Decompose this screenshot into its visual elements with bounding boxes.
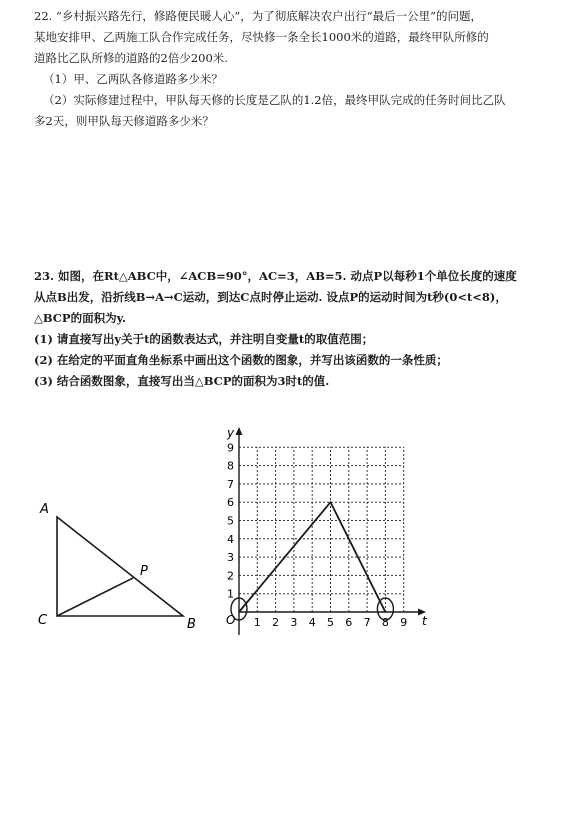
x-tick-label: 7 xyxy=(363,616,371,629)
x-tick-label: 6 xyxy=(345,616,353,629)
x-tick-label: 5 xyxy=(327,616,334,629)
y-tick-label: 1 xyxy=(227,587,234,601)
q22-line-4: （1）甲、乙两队各修道路多少米？ xyxy=(43,72,223,86)
x-axis-label: t xyxy=(422,614,427,628)
label-a: A xyxy=(40,502,49,517)
label-c: C xyxy=(38,613,48,628)
y-tick-label: 6 xyxy=(227,496,234,510)
label-p: P xyxy=(140,564,148,579)
y-tick-label: 5 xyxy=(227,514,234,528)
y-axis-label: y xyxy=(227,426,235,440)
triangle-abc xyxy=(57,517,183,616)
q23-line-5: (2) 在给定的平面直角坐标系中画出这个函数的图象，并写出该函数的一条性质； xyxy=(34,353,448,367)
x-tick-label: 8 xyxy=(381,616,389,629)
q22-line-6: 多2天，则甲队每天修道路多少米？ xyxy=(34,114,214,128)
y-tick-label: 7 xyxy=(227,477,234,491)
q23-line-3: △BCP的面积为y. xyxy=(34,311,126,325)
triangle-figure xyxy=(30,495,210,635)
x-tick-label: 4 xyxy=(308,616,316,629)
question-22 xyxy=(34,6,554,132)
q22-line-1: 22. “乡村振兴路先行，修路便民暖人心”，为了彻底解决农户出行“最后一公里”的问题， xyxy=(34,9,482,23)
x-tick-label: 1 xyxy=(253,616,261,629)
coordinate-grid-chart xyxy=(212,420,442,650)
x-tick-label: 2 xyxy=(272,616,280,629)
q23-line-2: 从点B出发，沿折线B→A→C运动，到达C点时停止运动. 设点P的运动时间为t秒(0<t<8)， xyxy=(34,290,507,304)
segment-cp xyxy=(57,578,133,616)
q22-line-2: 某地安排甲、乙两施工队合作完成任务，尽快修一条全长1000米的道路，最终甲队所修的 xyxy=(34,30,489,44)
y-tick-label: 3 xyxy=(227,551,234,565)
y-tick-label: 2 xyxy=(227,569,234,583)
q23-line-1: 23. 如图，在Rt△ABC中，∠ACB=90°，AC=3，AB=5. 动点P以每秒1个单位长度的速度 xyxy=(34,269,517,283)
x-tick-label: 3 xyxy=(290,616,298,629)
q23-line-6: (3) 结合函数图象，直接写出当△BCP的面积为3时t的值. xyxy=(34,374,330,388)
y-axis-arrow xyxy=(236,427,243,435)
x-tick-label: 9 xyxy=(400,616,408,629)
y-tick-label: 9 xyxy=(227,441,234,455)
q22-line-3: 道路比乙队所修的道路的2倍少200米. xyxy=(34,51,228,65)
y-tick-label: 4 xyxy=(227,532,234,546)
origin-label: O xyxy=(226,613,236,627)
y-tick-label: 8 xyxy=(227,459,234,473)
q23-line-4: (1) 请直接写出y关于t的函数表达式，并注明自变量t的取值范围； xyxy=(34,332,374,346)
question-23 xyxy=(34,266,554,392)
grid-lines xyxy=(239,447,404,612)
label-b: B xyxy=(187,617,196,632)
q22-line-5: （2）实际修建过程中，甲队每天修的长度是乙队的1.2倍，最终甲队完成的任务时间比乙队 xyxy=(43,93,506,107)
